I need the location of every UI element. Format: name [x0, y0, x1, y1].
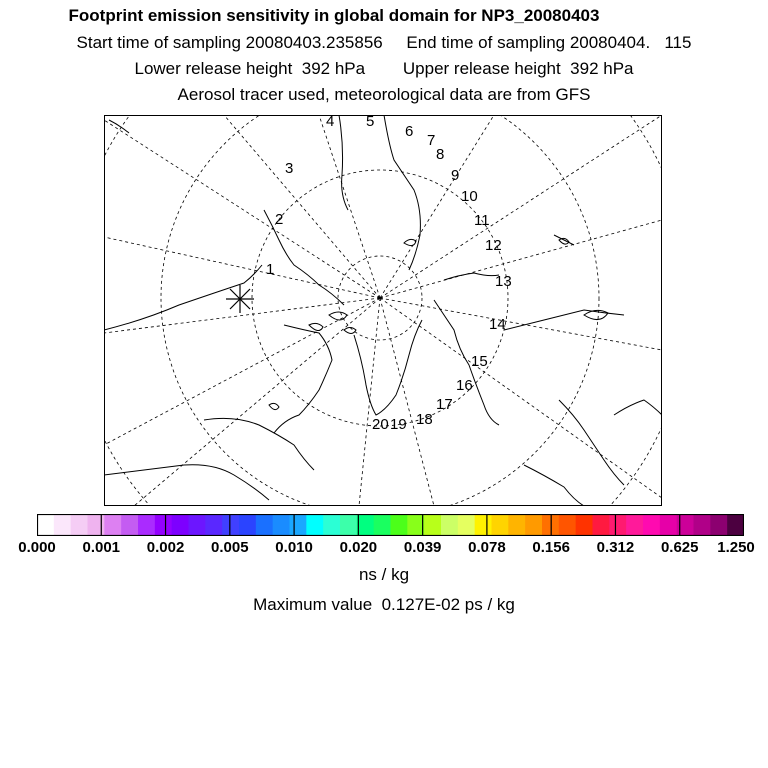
colorbar-swatch — [475, 514, 492, 536]
tracer-info-line: Aerosol tracer used, meteorological data are from GFS — [177, 85, 591, 104]
colorbar-swatch — [88, 514, 105, 536]
track-label-12: 12 — [485, 237, 502, 254]
colorbar-swatch — [357, 514, 374, 536]
colorbar-swatch — [37, 514, 54, 536]
track-label-2: 2 — [275, 211, 284, 228]
colorbar-swatch — [138, 514, 155, 536]
colorbar-swatch — [290, 514, 307, 536]
colorbar-swatch — [256, 514, 273, 536]
track-label-15: 15 — [471, 353, 488, 370]
colorbar-swatch — [71, 514, 88, 536]
colorbar-swatch — [222, 514, 239, 536]
colorbar-swatch — [626, 514, 643, 536]
track-label-17: 17 — [436, 396, 453, 413]
colorbar-swatch — [710, 514, 727, 536]
release-location-marker — [226, 285, 254, 313]
colorbar-swatch — [441, 514, 458, 536]
colorbar-swatch — [104, 514, 121, 536]
colorbar-swatch — [508, 514, 525, 536]
release-height-line: Lower release height 392 hPa Upper release height 392 hPa — [134, 59, 634, 78]
track-label-3: 3 — [285, 160, 294, 177]
track-label-10: 10 — [461, 188, 478, 205]
colorbar-swatch — [172, 514, 189, 536]
colorbar-swatch — [323, 514, 340, 536]
track-label-4: 4 — [326, 115, 335, 130]
colorbar-tick-label: 0.001 — [82, 539, 121, 556]
track-label-6: 6 — [405, 123, 414, 140]
colorbar-swatch — [391, 514, 408, 536]
colorbar-tick-label: 0.156 — [532, 539, 570, 556]
colorbar-tick-label: 0.002 — [146, 539, 185, 556]
colorbar-swatch — [458, 514, 475, 536]
colorbar-tick-label: 0.312 — [596, 539, 635, 556]
colorbar-swatch — [593, 514, 610, 536]
track-label-1: 1 — [266, 261, 275, 278]
colorbar-swatch — [609, 514, 626, 536]
colorbar-tick-label: 0.078 — [468, 539, 506, 556]
colorbar-swatch — [576, 514, 593, 536]
colorbar-swatch — [239, 514, 256, 536]
track-label-16: 16 — [456, 377, 473, 394]
track-label-9: 9 — [451, 167, 460, 184]
colorbar-swatch — [660, 514, 677, 536]
track-label-19: 19 — [390, 416, 407, 433]
map-title: Footprint emission sensitivity in global domain for NP3_20080403 — [68, 6, 600, 25]
colorbar-tick-label: 0.020 — [339, 539, 378, 556]
color-scale-bar — [37, 514, 744, 536]
colorbar-swatch — [205, 514, 222, 536]
maximum-value: Maximum value 0.127E-02 ps / kg — [253, 595, 515, 614]
colorbar-swatch — [340, 514, 357, 536]
track-label-14: 14 — [489, 316, 506, 333]
track-label-11: 11 — [474, 212, 490, 229]
track-label-5: 5 — [366, 115, 375, 130]
polar-map — [104, 115, 662, 506]
track-label-13: 13 — [495, 273, 512, 290]
track-label-18: 18 — [416, 411, 433, 428]
colorbar-tick-label: 0.005 — [211, 539, 249, 556]
colorbar-swatch — [155, 514, 172, 536]
colorbar-swatch — [492, 514, 509, 536]
colorbar-swatch — [189, 514, 206, 536]
track-label-8: 8 — [436, 146, 445, 163]
colorbar-swatch — [424, 514, 441, 536]
colorbar-unit: ns / kg — [358, 565, 410, 584]
colorbar-swatch — [694, 514, 711, 536]
colorbar-swatch — [374, 514, 391, 536]
track-label-7: 7 — [427, 132, 436, 149]
colorbar-tick-label: 1.250 — [717, 539, 755, 556]
colorbar-tick-label: 0.625 — [660, 539, 699, 556]
colorbar-swatch — [121, 514, 138, 536]
colorbar-tick-label: 0.010 — [275, 539, 313, 556]
sampling-time-line: Start time of sampling 20080403.235856 End time of sampling 20080404. 115 — [76, 33, 692, 52]
colorbar-swatch — [643, 514, 660, 536]
colorbar-swatch — [559, 514, 576, 536]
track-label-20: 20 — [372, 416, 389, 433]
colorbar-swatch — [727, 514, 744, 536]
colorbar-swatch — [525, 514, 542, 536]
colorbar-tick-label: 0.000 — [18, 539, 56, 556]
colorbar-swatch — [273, 514, 290, 536]
colorbar-swatch — [306, 514, 323, 536]
colorbar-tick-label: 0.039 — [403, 539, 442, 556]
colorbar-swatch — [54, 514, 71, 536]
